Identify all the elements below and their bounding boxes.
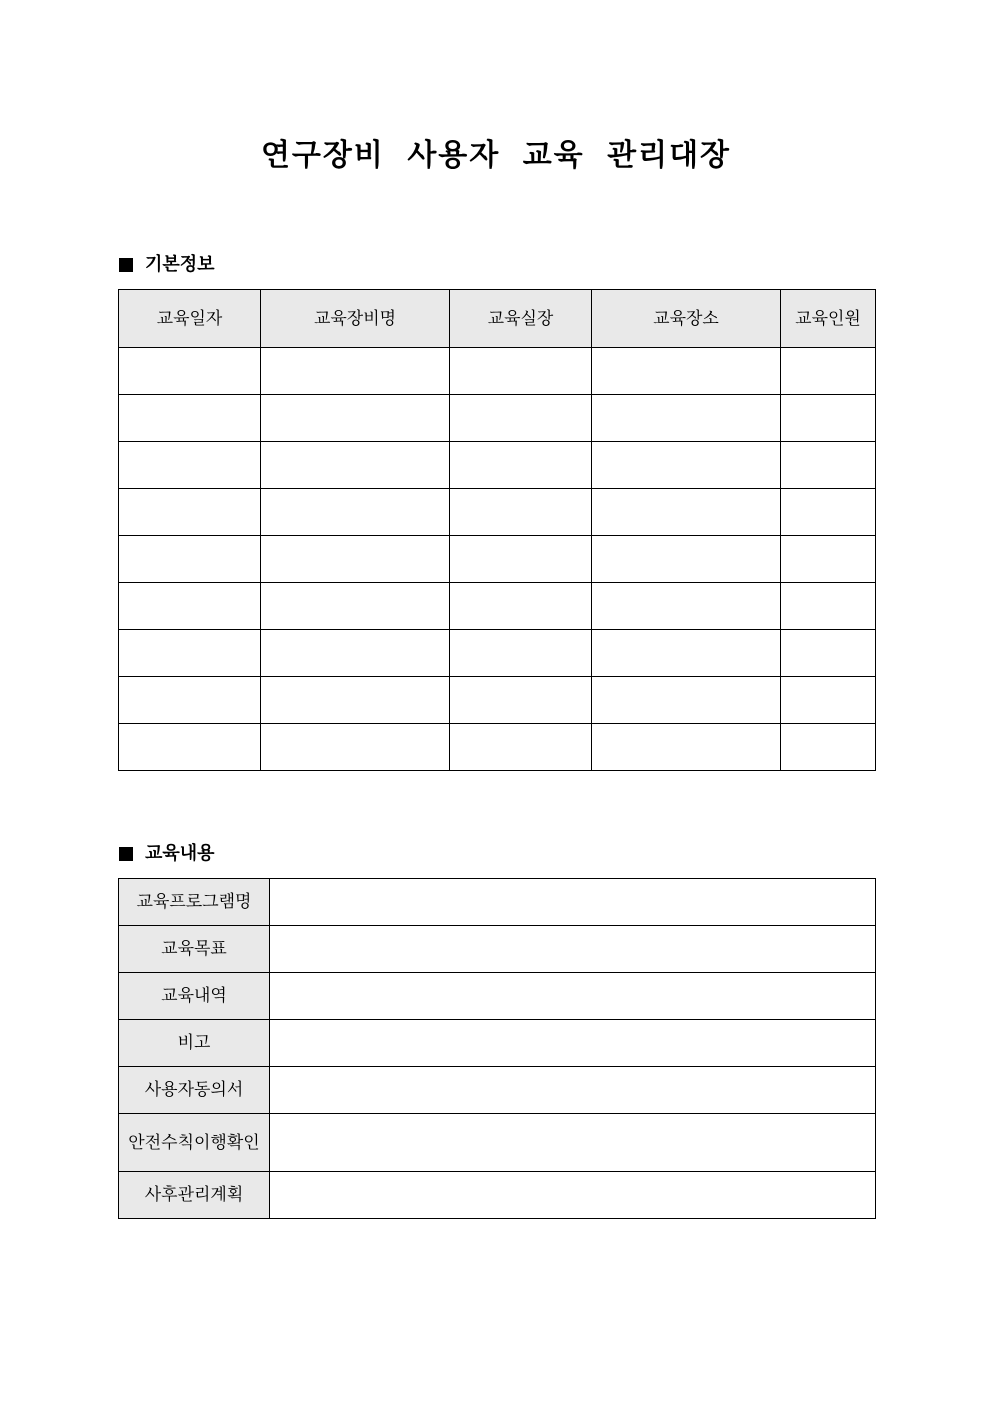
- attendees-cell[interactable]: [781, 583, 876, 630]
- education-details-field[interactable]: [270, 973, 876, 1020]
- equipment-name-cell[interactable]: [261, 348, 450, 395]
- instructor-cell[interactable]: [450, 536, 592, 583]
- location-cell[interactable]: [592, 677, 781, 724]
- column-header-instructor: 교육실장: [450, 290, 592, 348]
- attendees-cell[interactable]: [781, 395, 876, 442]
- education-date-cell[interactable]: [119, 583, 261, 630]
- remarks-label: 비고: [119, 1020, 270, 1067]
- education-date-cell[interactable]: [119, 348, 261, 395]
- education-date-cell[interactable]: [119, 536, 261, 583]
- instructor-cell[interactable]: [450, 395, 592, 442]
- user-consent-field[interactable]: [270, 1067, 876, 1114]
- basic-info-heading-label: 기본정보: [145, 254, 215, 275]
- safety-compliance-field[interactable]: [270, 1114, 876, 1172]
- education-goal-label: 교육목표: [119, 926, 270, 973]
- follow-up-plan-label: 사후관리계획: [119, 1172, 270, 1219]
- attendees-cell[interactable]: [781, 348, 876, 395]
- education-content-heading: [119, 842, 215, 866]
- table-row: [119, 630, 876, 677]
- user-consent-label: 사용자동의서: [119, 1067, 270, 1114]
- safety-compliance-label: 안전수칙이행확인: [119, 1114, 270, 1172]
- location-cell[interactable]: [592, 348, 781, 395]
- instructor-cell[interactable]: [450, 583, 592, 630]
- instructor-cell[interactable]: [450, 442, 592, 489]
- basic-info-table: [118, 289, 876, 771]
- table-row: [119, 395, 876, 442]
- equipment-name-cell[interactable]: [261, 724, 450, 771]
- education-date-cell[interactable]: [119, 395, 261, 442]
- equipment-name-cell[interactable]: [261, 489, 450, 536]
- table-row: [119, 489, 876, 536]
- education-date-cell[interactable]: [119, 677, 261, 724]
- document-title: 연구장비 사용자 교육 관리대장: [260, 138, 732, 173]
- location-cell[interactable]: [592, 395, 781, 442]
- equipment-name-cell[interactable]: [261, 536, 450, 583]
- attendees-cell[interactable]: [781, 677, 876, 724]
- education-date-cell[interactable]: [119, 724, 261, 771]
- table-row: [119, 1020, 876, 1067]
- table-row: [119, 536, 876, 583]
- program-name-label: 교육프로그램명: [119, 879, 270, 926]
- instructor-cell[interactable]: [450, 724, 592, 771]
- instructor-cell[interactable]: [450, 630, 592, 677]
- attendees-cell[interactable]: [781, 442, 876, 489]
- equipment-name-cell[interactable]: [261, 395, 450, 442]
- location-cell[interactable]: [592, 489, 781, 536]
- table-row: [119, 1067, 876, 1114]
- education-content-table: [118, 878, 876, 1219]
- table-row: [119, 1172, 876, 1219]
- location-cell[interactable]: [592, 724, 781, 771]
- attendees-cell[interactable]: [781, 536, 876, 583]
- table-row: [119, 973, 876, 1020]
- column-header-location: 교육장소: [592, 290, 781, 348]
- attendees-cell[interactable]: [781, 724, 876, 771]
- instructor-cell[interactable]: [450, 489, 592, 536]
- column-header-attendees: 교육인원: [781, 290, 876, 348]
- table-row: [119, 677, 876, 724]
- remarks-field[interactable]: [270, 1020, 876, 1067]
- column-header-education-date: 교육일자: [119, 290, 261, 348]
- equipment-name-cell[interactable]: [261, 442, 450, 489]
- program-name-field[interactable]: [270, 879, 876, 926]
- location-cell[interactable]: [592, 583, 781, 630]
- table-row: [119, 926, 876, 973]
- instructor-cell[interactable]: [450, 348, 592, 395]
- education-date-cell[interactable]: [119, 489, 261, 536]
- table-row: [119, 1114, 876, 1172]
- basic-info-heading: [119, 253, 215, 277]
- black-square-bullet-icon: [119, 258, 133, 272]
- table-row: [119, 879, 876, 926]
- equipment-name-cell[interactable]: [261, 677, 450, 724]
- attendees-cell[interactable]: [781, 630, 876, 677]
- education-content-heading-label: 교육내용: [145, 843, 215, 864]
- table-row: [119, 442, 876, 489]
- table-row: [119, 724, 876, 771]
- location-cell[interactable]: [592, 442, 781, 489]
- location-cell[interactable]: [592, 630, 781, 677]
- table-row: [119, 348, 876, 395]
- basic-info-header-row: [119, 290, 876, 348]
- table-row: [119, 583, 876, 630]
- equipment-name-cell[interactable]: [261, 630, 450, 677]
- attendees-cell[interactable]: [781, 489, 876, 536]
- equipment-name-cell[interactable]: [261, 583, 450, 630]
- column-header-equipment-name: 교육장비명: [261, 290, 450, 348]
- instructor-cell[interactable]: [450, 677, 592, 724]
- black-square-bullet-icon: [119, 847, 133, 861]
- follow-up-plan-field[interactable]: [270, 1172, 876, 1219]
- education-goal-field[interactable]: [270, 926, 876, 973]
- education-date-cell[interactable]: [119, 630, 261, 677]
- location-cell[interactable]: [592, 536, 781, 583]
- education-details-label: 교육내역: [119, 973, 270, 1020]
- education-date-cell[interactable]: [119, 442, 261, 489]
